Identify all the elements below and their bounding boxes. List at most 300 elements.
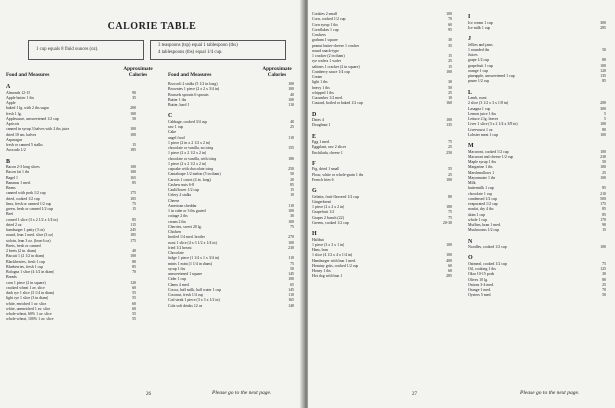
food-measure: Blueberries, fresh 1 cup: [6, 264, 44, 269]
food-measure: chocolate 1 cup: [468, 191, 493, 196]
food-measure: Lamb, roast: [468, 96, 487, 100]
calorie-column-left-1: [6, 82, 136, 323]
section-letter-label: E: [312, 133, 317, 140]
food-measure: 2 beets (2 in. diam): [6, 249, 37, 253]
calories-value: 250: [446, 150, 452, 155]
measure-note-2a: 3 teaspoons (tsp) equal 1 tablespoon (tbs): [158, 43, 238, 48]
calories-value: 110: [288, 103, 294, 107]
section-letter-label: H: [312, 231, 317, 237]
calories-value: 85: [602, 79, 606, 84]
food-measure: fresh 1 lg.: [6, 111, 22, 116]
calories-value: 60: [132, 285, 136, 290]
calories-value: 110: [288, 135, 294, 140]
food-measure: 1 piece (2 x 2 x 2 in): [312, 205, 345, 209]
calories-value: 15: [132, 207, 136, 211]
food-measure: unsweetened 1 square: [168, 272, 203, 276]
calories-value: 25: [448, 90, 452, 95]
food-measure: Cream: [312, 75, 323, 79]
calories-value: 100: [600, 245, 606, 249]
food-measure: Halibut: [312, 237, 324, 242]
calories-value: 110: [288, 293, 294, 297]
food-measure: Oysters 5 med.: [468, 293, 492, 298]
food-measure: canned in syrup 3 halves with 2 tbs juice: [6, 127, 70, 132]
calories-value: 100: [600, 132, 606, 137]
food-measure: hamburger 1 patty (3 oz): [6, 228, 45, 232]
calories-value: 80: [448, 194, 452, 199]
food-measure: Cola soft drinks 12 oz: [168, 303, 203, 308]
measure-note-2b: 4 tablespoons (tbs) equal 1/4 cup.: [158, 50, 223, 55]
food-measure: Butter 1 tbs: [168, 97, 187, 102]
food-measure: Apple butter 1 tbs: [6, 95, 34, 100]
food-measure: Margarine 1 tbs: [468, 165, 493, 170]
calories-value: 100: [288, 82, 294, 86]
food-measure: baked 1 lg. with 2 tbs sugar: [6, 106, 49, 111]
calories-value: 75: [448, 210, 452, 215]
calories-value: 15: [290, 188, 294, 192]
calories-value: 15: [602, 228, 606, 233]
food-measure: corn 1 piece (2 in square): [6, 280, 46, 285]
food-measure: white, unenriched 1 av. slice: [6, 306, 51, 311]
calories-value: 100: [600, 165, 606, 170]
calories-value: 40: [290, 92, 294, 97]
food-measure: Cake: [168, 130, 176, 135]
food-measure: Marshmallows 1: [468, 170, 495, 175]
section-letter-label: N: [468, 238, 473, 245]
food-measure: Orange 1 med.: [468, 288, 492, 292]
column-header-cal-2b: Calories: [267, 72, 287, 78]
food-measure: Beans: [6, 186, 16, 190]
section-letter-label: C: [168, 113, 173, 120]
food-measure: fried 1/2 breast: [168, 245, 192, 250]
food-measure: Lettuce 2 lg. leaves: [468, 117, 499, 121]
food-measure: Maple syrup 1 tbs: [468, 160, 496, 164]
food-measure: Doughnut 1: [312, 123, 331, 128]
food-measure: Gingerbread: [312, 199, 332, 204]
calories-value: 230: [288, 245, 294, 250]
calories-value: 285: [446, 274, 452, 279]
calories-value: 400: [446, 258, 452, 263]
food-measure: Dates 4: [312, 118, 324, 122]
food-measure: whole-wheat, 60% 1 av. slice: [6, 312, 52, 316]
food-measure: 2 slice (3 1/2 x 3 x 1/8 in): [468, 101, 509, 106]
food-measure: Cantaloupe 1/2 melon (5 in diam): [168, 172, 221, 177]
calories-value: 85: [132, 217, 136, 222]
food-measure: Flour, white or whole-grain 1 tbs: [312, 172, 364, 177]
calories-value: 20-30: [442, 220, 452, 225]
food-measure: grape 1/2 cup: [468, 58, 490, 63]
calories-value: 100: [288, 277, 294, 282]
food-measure: canned with pork 1/2 cup: [6, 191, 46, 196]
food-measure: whole 1 cup: [468, 217, 488, 222]
food-measure: Corn, cooked 1/2 cup: [312, 17, 346, 22]
food-measure: Cashew nuts 6-8: [168, 182, 194, 187]
food-measure: lima, fresh or canned 1/2 cup: [6, 201, 52, 206]
food-measure: Cranberry sauce 1/4 cup: [312, 69, 350, 74]
food-measure: Bacon fat 1 tbs: [6, 170, 30, 175]
calories-value: 10: [448, 96, 452, 100]
food-measure: Bagel 1: [6, 175, 18, 180]
section-letter-label: O: [468, 255, 473, 262]
food-measure: Celery 2 stalks: [168, 193, 192, 198]
row-spacer: [468, 250, 606, 253]
calories-value: 60: [132, 301, 136, 306]
calories-value: 80: [602, 277, 606, 282]
food-measure: Honey 1 tbs: [312, 269, 331, 273]
calories-value: 100: [130, 132, 136, 137]
calories-value: 100: [130, 254, 136, 259]
calories-value: 50: [602, 47, 606, 52]
food-measure: Hamburger with bun 1 med.: [312, 258, 356, 263]
food-measure: heavy 1 tbs: [312, 85, 330, 90]
food-measure: cream 2 tbs: [168, 219, 186, 224]
calories-value: 140: [288, 303, 294, 308]
calories-value: 85: [290, 182, 294, 187]
calories-value: 55: [448, 167, 452, 172]
food-measure: Mushrooms 1/2 cup: [468, 228, 500, 233]
section-letter-label: F: [312, 160, 316, 167]
food-measure: condensed 1/2 cup: [468, 196, 497, 201]
food-measure: Asparagus: [6, 137, 23, 142]
food-measure: 1 slice (4 1/2 x 4 x 1/4 in): [312, 253, 353, 258]
calories-value: 60: [448, 22, 452, 27]
table-row: [468, 293, 606, 298]
section-letter-label: I: [468, 14, 471, 20]
calories-value: 155: [288, 146, 294, 150]
calories-value: 185: [130, 233, 136, 238]
food-measure: Muffins, bran 1 med.: [468, 223, 501, 227]
food-measure: dried, cooked 1/2 cup: [6, 196, 40, 201]
calories-value: 85: [602, 207, 606, 212]
calories-value: 30: [290, 214, 294, 219]
page-number-right: 27: [412, 392, 417, 397]
table-row: [312, 274, 452, 279]
food-measure: Apple: [6, 101, 16, 105]
calories-value: 75: [290, 224, 294, 229]
calories-value: 100: [446, 253, 452, 258]
food-measure: Butter, hard 1: [168, 103, 190, 107]
calories-value: 100: [600, 63, 606, 68]
food-measure: Juices: [468, 53, 478, 57]
calories-value: 90: [602, 223, 606, 227]
calories-value: 100: [288, 209, 294, 213]
food-measure: Macaroni and cheese 1/2 cup: [468, 154, 514, 159]
food-measure: round snack-type: [312, 48, 339, 53]
calories-value: 120: [130, 280, 136, 285]
calories-value: 55: [132, 312, 136, 316]
calories-value: 60: [132, 306, 136, 311]
calories-value: 95: [448, 27, 452, 32]
food-measure: Clams 4 med.: [168, 282, 190, 287]
food-measure: Cauliflower 1/2 cup: [168, 188, 200, 192]
food-measure: rye wafers 1 wafer: [312, 59, 342, 64]
food-measure: Breads: [6, 275, 17, 280]
food-measure: whipped 1 tbs: [312, 90, 334, 95]
calories-value: 500: [600, 196, 606, 201]
food-measure: Bologna 1 slice (4 1/2 in diam): [6, 270, 55, 274]
food-measure: Avocado 1/2: [6, 148, 26, 153]
calories-value: 70: [602, 288, 606, 292]
row-spacer: [168, 108, 294, 111]
food-measure: chocolate or vanilla, no icing: [168, 146, 214, 150]
calories-value: 180: [446, 205, 452, 209]
calories-value: 165: [288, 298, 294, 303]
row-spacer: [312, 107, 452, 110]
food-measure: skim 1 cup: [468, 212, 486, 217]
row-spacer: [312, 129, 452, 132]
calories-value: 100: [130, 170, 136, 175]
calories-value: 70: [448, 17, 452, 22]
food-measure: dried 10 sm. halves: [6, 132, 37, 137]
calories-value: 75: [602, 261, 606, 266]
calories-value: 175: [600, 202, 606, 206]
food-measure: Liver 1 slice (3 x 2 1/4 x 3/8 in): [468, 122, 518, 127]
calories-value: 100: [130, 165, 136, 169]
food-measure: Lasagna 1 cup: [468, 106, 491, 111]
food-measure: white, enriched 1 av. slice: [6, 301, 47, 306]
food-measure: Ice cream 1 cup: [468, 20, 493, 25]
calories-value: 165: [130, 175, 136, 180]
food-measure: Onions 3-4 med.: [468, 282, 495, 287]
calories-value: 25: [448, 145, 452, 150]
section-letter-label: G: [312, 188, 317, 194]
food-measure: Mayonnaise 1 tbs: [468, 175, 496, 180]
row-spacer: [312, 183, 452, 186]
calorie-column-right-1: [312, 12, 452, 280]
food-measure: light 1 tbs: [312, 80, 328, 85]
calories-value: 285: [600, 25, 606, 30]
section-letter-label: L: [468, 89, 473, 96]
food-measure: Broccoli 2 stalks (5 1/2 in long): [168, 82, 218, 86]
calories-value: 50: [132, 116, 136, 121]
calories-value: 250: [288, 167, 294, 171]
calories-value: 55: [132, 296, 136, 301]
food-measure: orange 1 cup: [468, 68, 489, 73]
food-measure: sirloin, lean 3 oz. (lean 6 oz): [6, 238, 51, 243]
calories-value: 125: [600, 267, 606, 271]
food-measure: French fries 6: [312, 177, 334, 182]
food-measure: Egg 1 med.: [312, 140, 330, 144]
calories-value: 55: [132, 317, 136, 322]
calories-value: 50: [602, 160, 606, 164]
calories-value: 15: [448, 54, 452, 58]
row-spacer: [312, 226, 452, 229]
calories-value: 35: [132, 95, 136, 100]
food-measure: Cider 1 cup: [168, 277, 187, 282]
food-measure: Milk: [468, 181, 476, 185]
row-spacer: [468, 234, 606, 237]
calories-value: 85: [602, 186, 606, 191]
table-row: [168, 304, 294, 309]
food-measure: Beef: [6, 212, 14, 217]
food-measure: dried 2 oz: [6, 222, 22, 227]
calories-value: 25: [448, 172, 452, 177]
food-measure: Cherries, sweet 20 lg.: [168, 224, 202, 229]
calories-value: 270: [288, 235, 294, 240]
food-measure: round, lean 1 med. slice (3 oz): [6, 233, 54, 238]
food-measure: angel food: [168, 135, 185, 140]
food-measure: cottage 2 tbs: [168, 214, 188, 219]
calories-value: 200: [600, 101, 606, 106]
calories-value: 50: [290, 172, 294, 177]
next-page-note-right: Please go to the next page.: [520, 390, 580, 396]
food-measure: Corn syrup 1 tbs: [312, 22, 338, 27]
food-measure: Oil, cooking 1 tbs: [468, 267, 496, 271]
calories-value: 10: [290, 193, 294, 198]
food-measure: cupcake with chocolate icing: [168, 167, 214, 171]
calories-value: 90: [132, 90, 136, 95]
calories-value: 175: [130, 238, 136, 243]
calories-value: 160: [446, 101, 452, 106]
food-measure: Bananas 1 med.: [6, 180, 31, 185]
calories-value: 30: [602, 272, 606, 277]
food-measure: 1 rounded tbs: [468, 47, 490, 52]
left-page: [0, 0, 304, 408]
calories-value: 100: [446, 177, 452, 182]
food-measure: Cheese: [168, 198, 180, 203]
food-measure: prune 1/2 cup: [468, 79, 490, 84]
food-measure: Okra 10-15 pods: [468, 272, 495, 277]
calories-value: 110: [288, 256, 294, 261]
food-measure: Liverwurst 1 oz: [468, 127, 493, 132]
row-spacer: [312, 156, 452, 159]
food-measure: Macaroni, cooked 1/2 cup: [468, 149, 509, 154]
food-measure: raw 1 cup: [168, 125, 184, 129]
calories-value: 75: [448, 215, 452, 220]
food-measure: Carrots 1 carrot (4 in. long): [168, 177, 211, 182]
column-header-cal-a: Approximate: [123, 66, 153, 72]
calorie-column-right-2: [468, 12, 606, 299]
calories-value: 135: [600, 74, 606, 78]
calories-value: 60: [448, 269, 452, 273]
calories-value: 75: [290, 261, 294, 266]
calories-value: 75: [448, 140, 452, 144]
calories-value: 115: [130, 222, 136, 227]
food-measure: Olives 10 lg.: [468, 277, 488, 282]
food-measure: evaporated 1/2 cup: [468, 202, 498, 206]
calories-value: 200: [130, 106, 136, 111]
food-measure: Chicken: [168, 230, 181, 234]
food-measure: Apricots: [6, 122, 20, 126]
calories-value: 25: [602, 170, 606, 175]
calories-value: 175: [130, 191, 136, 196]
section-letter-label: D: [312, 111, 317, 118]
calories-value: 100: [130, 111, 136, 116]
measure-note-1: 1 cup equals 8 fluid ounces (oz).: [36, 47, 99, 52]
food-measure: Enchilada, cheese 1: [312, 150, 343, 155]
row-spacer: [468, 138, 606, 141]
calories-value: 40: [290, 119, 294, 124]
calories-value: 80: [602, 58, 606, 63]
column-header-cal-b: Calories: [128, 72, 148, 78]
food-measure: Lobster meat 1 cup: [468, 132, 498, 137]
food-measure: corned 1 slice (3 x 2 1/2 x 1/4 in): [6, 217, 58, 222]
food-measure: Hot dog with bun 1: [312, 274, 343, 279]
row-spacer: [6, 154, 136, 157]
table-row: [6, 317, 136, 322]
food-measure: graham 1 square: [312, 38, 338, 43]
calories-value: 5: [604, 117, 606, 121]
food-measure: chocolate or vanilla, with icing: [168, 156, 217, 161]
calories-value: 35: [448, 43, 452, 48]
food-measure: fresh or canned 5 stalks: [6, 143, 43, 147]
calories-value: 100: [288, 219, 294, 224]
calories-value: 25: [448, 59, 452, 64]
food-measure: Custard, boiled or baked 1/2 cup: [312, 101, 363, 106]
food-measure: saltines 1 cracker (2 in square): [312, 64, 360, 69]
food-measure: Grapefruit 1/2: [312, 210, 335, 215]
food-measure: mints 1 mint (1 1/4 in diam): [168, 261, 212, 266]
food-measure: pineapple, unsweetened 1 cup: [468, 74, 515, 78]
calories-value: 210: [600, 191, 606, 196]
food-measure: 1 piece (2 x 2 1/2 x 2 in): [168, 161, 207, 166]
calories-value: 80: [132, 259, 136, 264]
food-measure: Coconut, fresh 1/4 cup: [168, 293, 204, 297]
calories-value: 5: [604, 111, 606, 116]
food-measure: Eggplant, raw 2 slices: [312, 145, 347, 150]
food-measure: Grapes 2 bunch (22): [312, 215, 344, 220]
calories-value: 20: [290, 177, 294, 182]
calories-value: 100: [288, 87, 294, 92]
food-measure: broiled 1/4 med. broiler: [168, 235, 205, 240]
food-measure: grapefruit 1 cup: [468, 63, 493, 68]
calories-value: 100: [288, 97, 294, 102]
food-measure: Fig, dried 1 small: [312, 167, 340, 172]
food-measure: American cheddar: [168, 203, 197, 208]
section-letter-label: B: [6, 158, 11, 165]
calories-value: 65: [290, 282, 294, 287]
food-measure: Almonds 12-15: [6, 90, 31, 95]
food-measure: green, fresh or canned 1/2 cup: [6, 207, 54, 211]
food-measure: Blackberries, fresh 1 cup: [6, 259, 45, 264]
calories-value: 85: [132, 180, 136, 185]
column-header-food-2: Food and Measures: [168, 72, 212, 78]
calories-value: 50: [448, 85, 452, 90]
food-measure: syrup 1 tbs: [168, 266, 186, 271]
calories-value: 180: [288, 156, 294, 161]
calories-value: 100: [446, 12, 452, 16]
food-measure: whole-wheat, 100% 1 av. slice: [6, 317, 54, 322]
calories-value: 185: [130, 148, 136, 153]
food-measure: Cucumber 1/2 med.: [312, 96, 343, 100]
section-letter-label: A: [6, 84, 11, 90]
calories-value: 100: [446, 242, 452, 247]
row-spacer: [468, 85, 606, 88]
calories-value: 70: [132, 270, 136, 274]
section-letter-label: M: [468, 143, 474, 149]
calories-value: 230: [600, 154, 606, 159]
food-measure: buttermilk 1 cup: [468, 186, 494, 191]
calories-value: 40: [132, 249, 136, 253]
page-number-left: 26: [146, 392, 151, 397]
food-measure: Cod steak 1 piece (3 x 3 x 1/2 in): [168, 298, 220, 303]
food-measure: light rye 1 slice (3 in diam): [6, 296, 49, 301]
calories-value: 50: [290, 266, 294, 271]
calories-value: 145: [288, 287, 294, 292]
food-measure: 1 piece (3 x 3 x 1 in): [312, 242, 345, 247]
food-measure: dark rye 1 slice (3 1/4 in diam): [6, 291, 55, 295]
calories-value: 60: [448, 263, 452, 268]
calorie-column-left-2: [168, 82, 294, 309]
food-measure: Beets, fresh or canned: [6, 243, 41, 248]
food-measure: Cookies 2 small: [312, 12, 338, 16]
food-measure: cracked wheat 1 av. slice: [6, 285, 45, 290]
food-measure: Lemon juice 1 tbs: [468, 111, 496, 116]
calories-value: 300: [600, 106, 606, 111]
column-header-food: Food and Measures: [6, 72, 50, 78]
food-measure: fudge 1 piece (1 1/4 x 1 x 3/4 in): [168, 256, 220, 261]
right-page: [308, 0, 615, 408]
calories-value: 85: [132, 264, 136, 269]
